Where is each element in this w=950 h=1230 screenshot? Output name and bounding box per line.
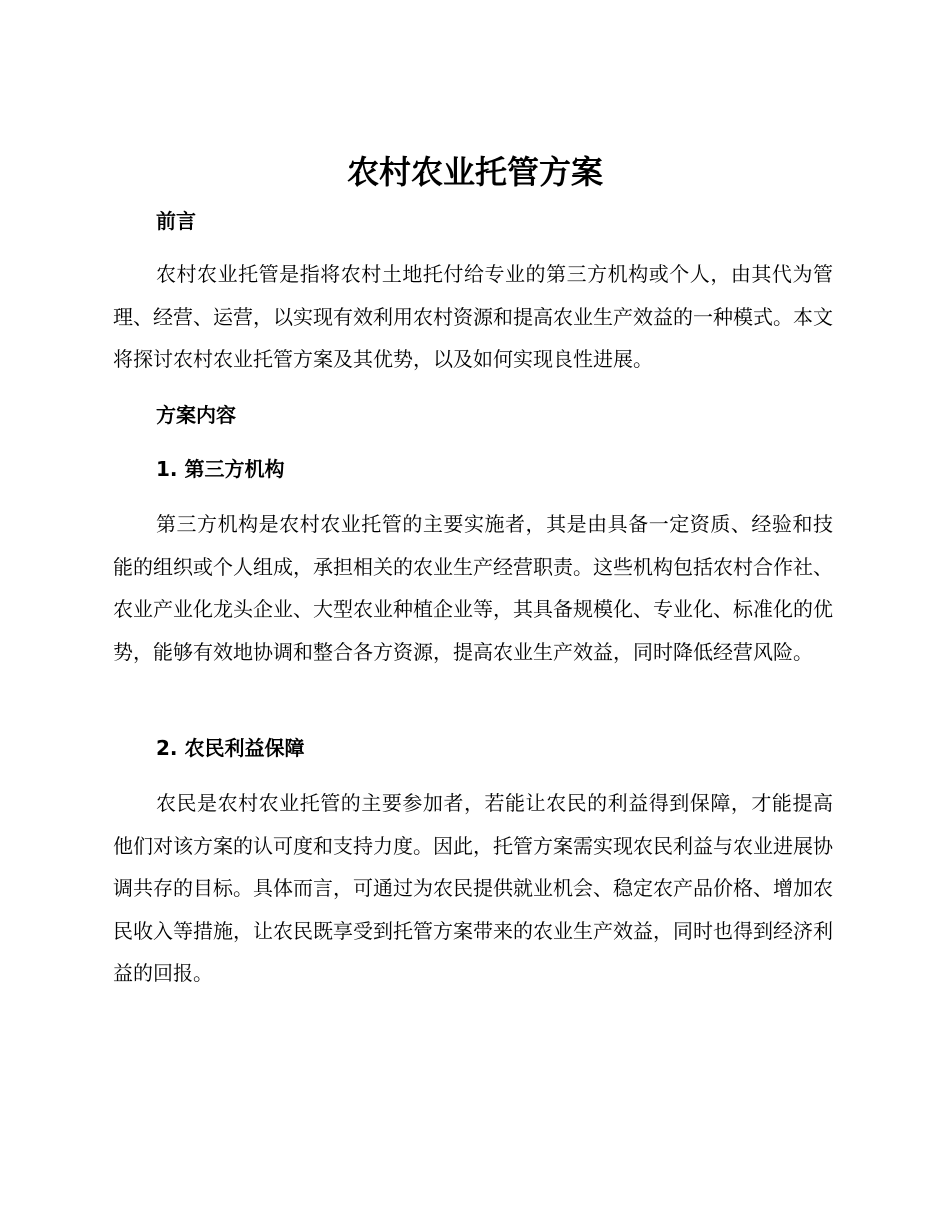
preface-heading: 前言 xyxy=(156,209,196,233)
section2-heading: 2. 农民利益保障 xyxy=(156,736,305,760)
document-title: 农村农业托管方案 xyxy=(346,153,603,191)
section2-paragraph: 农民是农村农业托管的主要参加者，若能让农民的利益得到保障，才能提高他们对该方案的认可度和支持力度。因此，托管方案需实现农民利益与农业进展协调共存的目标。具体而言，可通过为农民提供就业机会、稳定农产品价格、增加农民收入等措施，让农民既享受到托管方案带来的农业生产效益，同时也得到经济利益的回报。 xyxy=(113,791,833,985)
section1-heading: 1. 第三方机构 xyxy=(156,457,285,481)
section1-paragraph: 第三方机构是农村农业托管的主要实施者，其是由具备一定资质、经验和技能的组织或个人组成，承担相关的农业生产经营职责。这些机构包括农村合作社、农业产业化龙头企业、大型农业种植企业等，其具备规模化、专业化、标准化的优势，能够有效地协调和整合各方资源，提高农业生产效益，同时降低经营风险。 xyxy=(113,512,833,664)
preface-paragraph: 农村农业托管是指将农村土地托付给专业的第三方机构或个人，由其代为管理、经营、运营，以实现有效利用农村资源和提高农业生产效益的一种模式。本文将探讨农村农业托管方案及其优势，以及如何实现良性进展。 xyxy=(113,262,833,371)
content-heading: 方案内容 xyxy=(156,403,236,427)
